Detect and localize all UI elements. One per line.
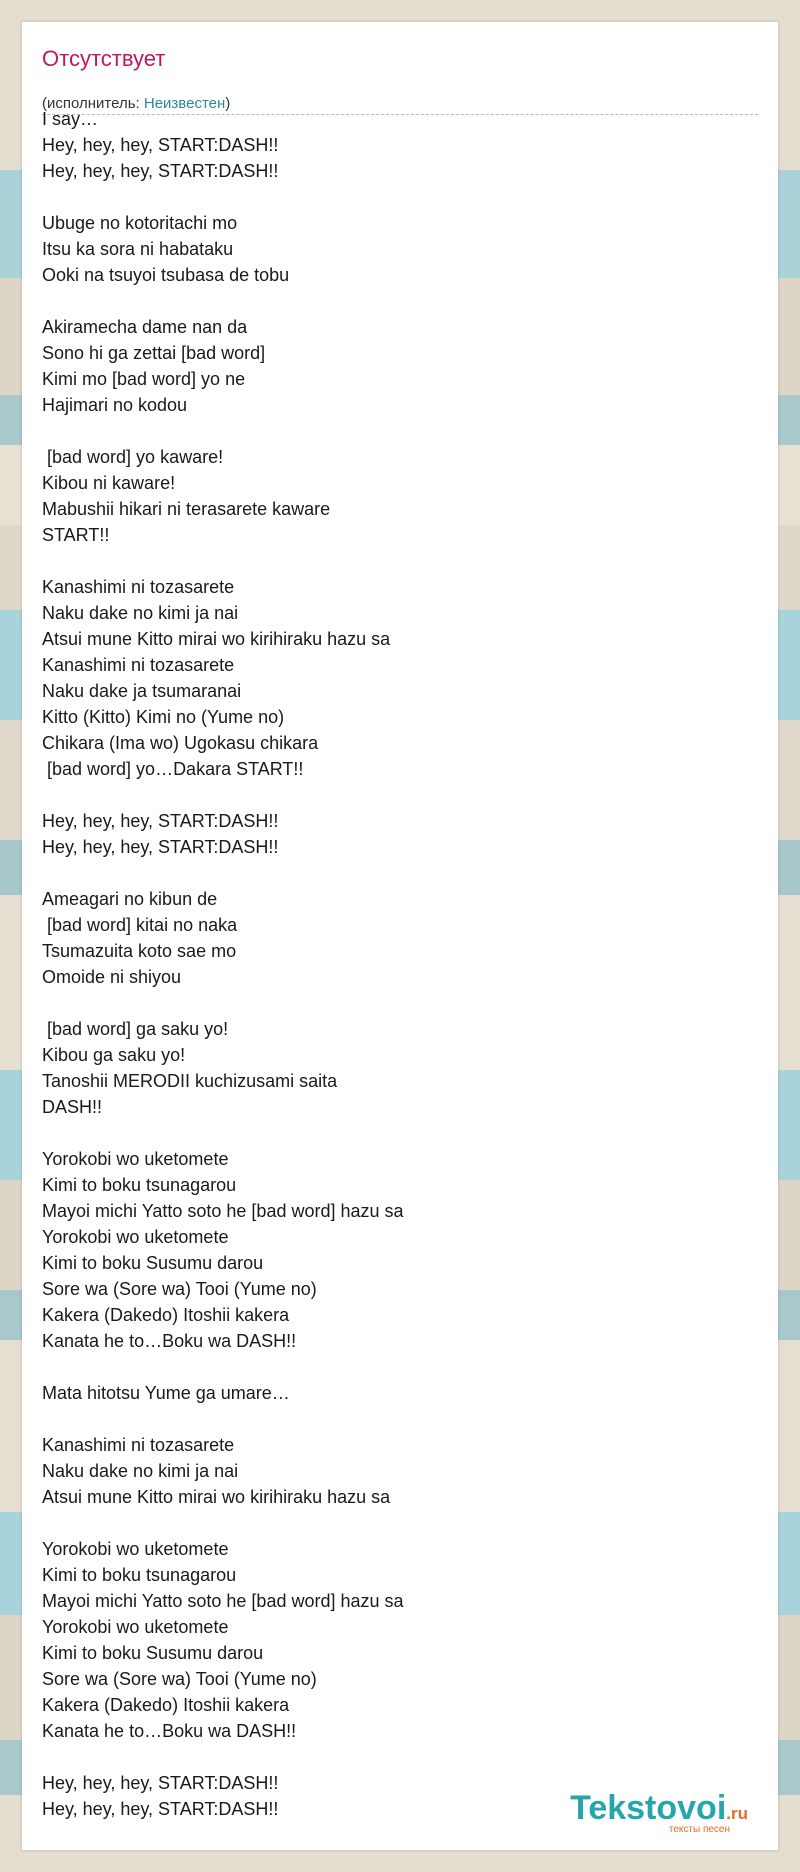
song-title: Отсутствует: [42, 46, 166, 71]
lyrics-card: [22, 22, 778, 1850]
artist-link[interactable]: Неизвестен: [143, 95, 226, 112]
lyrics-text: I say… Hey, hey, hey, START:DASH!! Hey, hey, hey, START:DASH!! Ubuge no kotoritachi mo Itsu ka sora ni habataku Ooki na tsuyoi tsubasa de tobu Akiramecha dame nan da Sono hi ga zettai [bad word] Kimi mo [bad word] yo ne Hajimari no kodou [bad word] yo kaware! Kibou ni kaware! Mabushii hikari ni terasarete kaware START!! Kanashimi ni tozasarete Naku dake no kimi ja nai Atsui mune Kitto mirai wo kirihiraku hazu sa Kanashimi ni tozasarete Naku dake ja tsumaranai Kitto (Kitto) Kimi no (Yume no) Chikara (Ima wo) Ugokasu chikara [bad word] yo…Dakara START!! Hey, hey, hey, START:DASH!! Hey, hey, hey, START:DASH!! Ameagari no kibun de [bad word] kitai no naka Tsumazuita koto sae mo Omoide ni shiyou [bad word] ga saku yo! Kibou ga saku yo! Tanoshii MERODII kuchizusami saita DASH!! Yorokobi wo uketomete Kimi to boku tsunagarou Mayoi michi Yatto soto he [bad word] hazu sa Yorokobi wo uketomete Kimi to boku Susumu darou Sore wa (Sore wa) Tooi (Yume no) Kakera (Dakedo) Itoshii kakera Kanata he to…Boku wa DASH!! Mata hitotsu Yume ga umare… Kanashimi ni tozasarete Naku dake no kimi ja nai Atsui mune Kitto mirai wo kirihiraku hazu sa Yorokobi wo uketomete Kimi to boku tsunagarou Mayoi michi Yatto soto he [bad word] hazu sa Yorokobi wo uketomete Kimi to boku Susumu darou Sore wa (Sore wa) Tooi (Yume no) Kakera (Dakedo) Itoshii kakera Kanata he to…Boku wa DASH!! Hey, hey, hey, START:DASH!! Hey, hey, hey, START:DASH!!: [42, 109, 404, 1819]
artist-prefix: (исполнитель:: [42, 95, 144, 112]
site-logo[interactable]: [570, 1789, 748, 1835]
song-header: [42, 44, 758, 115]
artist-suffix: ): [225, 95, 231, 112]
logo-tld: .ru: [726, 1804, 748, 1823]
logo-name: Tekstovoi: [570, 1789, 727, 1827]
logo-tagline: тексты песен: [668, 1824, 730, 1835]
